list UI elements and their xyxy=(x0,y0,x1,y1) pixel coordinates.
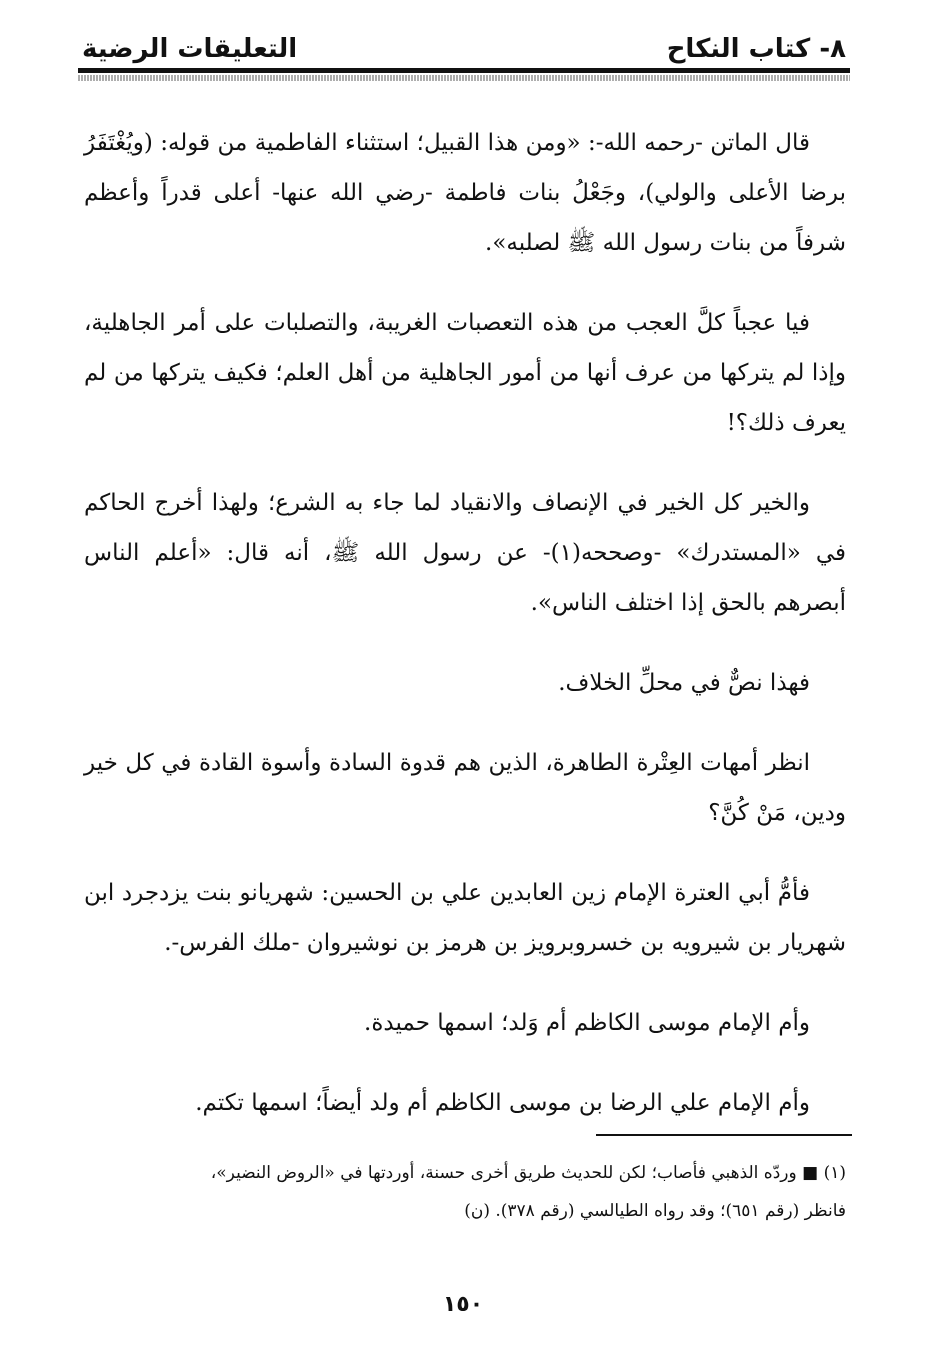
paragraph: والخير كل الخير في الإنصاف والانقياد لما جاء به الشرع؛ ولهذا أخرج الحاكم في «المستدرك» -وصححه(١)- عن رسول الله ﷺ، أنه قال: «أعلم الناس أبصرهم بالحق إذا اختلف الناس». xyxy=(84,490,846,616)
paragraph: فهذا نصٌّ في محلِّ الخلاف. xyxy=(558,670,810,696)
paragraph: فيا عجباً كلَّ العجب من هذه التعصبات الغريبة، والتصلبات على أمر الجاهلية، وإذا لم يتركها من عرف أنها من أمور الجاهلية من أهل العلم؛ فكيف يتركها من لم يعرف ذلك؟! xyxy=(84,310,846,436)
footnote-separator xyxy=(596,1134,852,1136)
footnote xyxy=(84,1154,846,1230)
paragraph: انظر أمهات العِتْرة الطاهرة، الذين هم قدوة السادة وأسوة القادة في كل خير ودين، مَنْ كُنَّ؟ xyxy=(84,750,846,826)
header-rule xyxy=(78,68,850,73)
main-text xyxy=(84,118,846,1158)
paragraph: فأمُّ أبي العترة الإمام زين العابدين علي بن الحسين: شهريانو بنت يزدجرد ابن شهريار بن شيرويه بن خسروبرويز بن هرمز بن نوشيروان -ملك الفرس-. xyxy=(84,880,846,956)
footnote-line: (١) ■ وردّه الذهبي فأصاب؛ لكن للحديث طريق أخرى حسنة، أوردتها في «الروض النضير»، xyxy=(210,1163,846,1183)
page-number: ١٥٠ xyxy=(442,1292,484,1317)
paragraph: وأم الإمام موسى الكاظم أم وَلد؛ اسمها حميدة. xyxy=(364,1010,810,1036)
footnote-line: فانظر (رقم ٦٥١)؛ وقد رواه الطيالسي (رقم ٣٧٨). (ن) xyxy=(464,1201,846,1221)
book-title: التعليقات الرضية xyxy=(82,34,298,64)
paragraph: قال الماتن -رحمه الله-: «ومن هذا القبيل؛ استثناء الفاطمية من قوله: (ويُغْتَفَرُ برضا الأعلى والولي)، وجَعْلُ بنات فاطمة -رضي الله عنها- أعلى قدراً وأعظم شرفاً من بنات رسول الله ﷺ لصلبه». xyxy=(84,130,846,256)
running-header xyxy=(78,28,848,68)
chapter-title: ٨- كتاب النكاح xyxy=(666,34,846,64)
header-rule-shadow xyxy=(78,75,850,81)
paragraph: وأم الإمام علي الرضا بن موسى الكاظم أم ولد أيضاً؛ اسمها تكتم. xyxy=(195,1090,810,1116)
